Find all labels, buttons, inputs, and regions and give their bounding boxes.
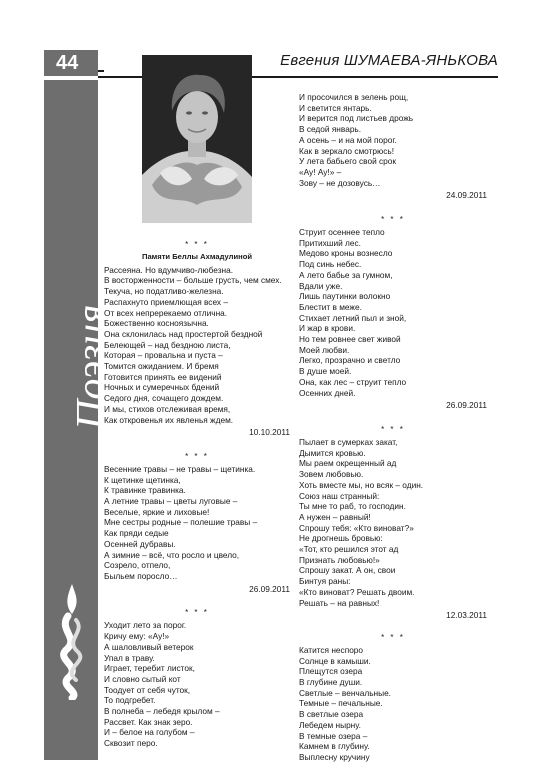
poem-line: Катится неспоро: [299, 644, 364, 655]
poem-line: В полнеба – лебедя крылом –: [104, 706, 220, 717]
poem-line: Выплеснy кручину: [299, 751, 370, 762]
poem-line: Томится ожиданием. И бремя: [104, 361, 219, 372]
section-stars: * * *: [381, 632, 405, 642]
poem-line: Бинтуя раны:: [299, 576, 351, 587]
poem-summer-leaves: [104, 608, 290, 748]
poem-date: 12.03.2011: [446, 610, 487, 621]
poem-line: Уходит лето за порог.: [104, 620, 187, 631]
poem-lakes: [299, 633, 487, 763]
poem-line: Но тем ровнее свет живой: [299, 334, 401, 345]
poem-line: В глубине души.: [299, 677, 363, 688]
section-stars: * * *: [185, 240, 209, 249]
poem-line: Вдали уже.: [299, 280, 343, 291]
left-column: [104, 240, 290, 749]
poem-line: К щетинке щетинка,: [104, 474, 181, 485]
poem-line: А летние травы – цветы луговые –: [104, 496, 238, 507]
poem-line: И словно сытый кот: [104, 673, 181, 684]
poem-line: Блестит в меже.: [299, 301, 362, 312]
poem-line: И просочился в зелень рощ,: [299, 92, 409, 102]
poem-line: От всех непререкаемо отлична.: [104, 307, 228, 318]
poem-line: Рассвет. Как знак зеро.: [104, 716, 193, 727]
poem-bella: [104, 240, 290, 438]
poem-line: Быльем поросло…: [104, 570, 178, 581]
poem-line: Сквозит перо.: [104, 738, 158, 749]
poem-line: Признать любовью!»: [299, 554, 380, 565]
page-number: 44: [56, 52, 79, 74]
poem-line: Мне сестры родные – полешие травы –: [104, 517, 258, 528]
poem-line: Струит осеннее тепло: [299, 227, 385, 238]
poem-line: «Кто виноват? Решать двоим.: [299, 586, 415, 597]
poem-line: В темные озера –: [299, 730, 368, 741]
section-stars: * * *: [185, 451, 209, 461]
poem-line: И жар в крови.: [299, 323, 356, 334]
poem-line: Камнем в глубину.: [299, 741, 370, 752]
poem-line: Мы раем окрещенный ад: [299, 458, 397, 469]
poem-line: Плещутся озера: [299, 666, 363, 677]
poem-line: То подгребет.: [104, 695, 156, 706]
portrait-illustration: [142, 55, 252, 223]
poem-line: Которая – провальна и пуста –: [104, 350, 223, 361]
poem-line: В душе моей.: [299, 366, 352, 377]
poem-line: Светлые – венчальные.: [299, 687, 391, 698]
poem-line: Притихший лес.: [299, 237, 361, 248]
poem-line: Осенних дней.: [299, 387, 356, 398]
section-title-text: Поэзия: [69, 304, 115, 430]
poem-line: А зимние – всё, что росло и цвело,: [104, 549, 240, 560]
poem-line: Моей любви.: [299, 344, 350, 355]
poem-date: 26.09.2011: [446, 400, 487, 411]
poem-line: Весенние травы – не травы – щетинка.: [104, 463, 256, 474]
poem-line: Ночных и сумеречных бдений: [104, 382, 220, 393]
poem-line: И верится под листьев дрожь: [299, 113, 414, 124]
poem-line: Веселые, яркие и лиховые!: [104, 506, 210, 517]
poem-line: Пылает в сумерках закат,: [299, 436, 398, 447]
poem-line: Текуча, но податливо-железна.: [104, 286, 224, 297]
poem-line: «Тот, кто решился этот ад: [299, 544, 399, 555]
poem-autumn-warmth: [299, 215, 487, 411]
poem-line: Играет, теребит листок,: [104, 663, 195, 674]
poem-date: 26.09.2011: [249, 583, 290, 594]
poem-line: Союз наш странный:: [299, 490, 380, 501]
section-stars: * * *: [381, 215, 405, 225]
section-stars: * * *: [381, 424, 405, 434]
poem-line: Зову – не дозовусь…: [299, 177, 381, 188]
header-rule-short: [98, 70, 104, 72]
poem-line: В светлые озера: [299, 709, 364, 720]
poem-line: И мы, стихов отслеживая время,: [104, 403, 231, 414]
poem-dedication: Памяти Беллы Ахмадулиной: [141, 252, 253, 261]
poem-line: И – белое на голубом –: [104, 727, 195, 738]
poem-line: Зовем любовью.: [299, 469, 364, 480]
poem-line: А шаловливый ветерок: [104, 641, 194, 652]
poem-line: Белеющей – над бездною листа,: [104, 339, 231, 350]
poem-line: Стихает летний пыл и зной,: [299, 312, 407, 323]
poem-line: Готовится принять ее видений: [104, 371, 222, 382]
poem-line: Ты мне то раб, то господин.: [299, 501, 406, 512]
poem-line: «Ау! Ау!» –: [299, 166, 342, 177]
poem-amber: [299, 92, 487, 201]
section-stars: * * *: [185, 608, 209, 618]
poem-line: А лето бабье за гумном,: [299, 269, 393, 280]
author-name: Евгения ШУМАЕВА-ЯНЬКОВА: [280, 52, 498, 69]
right-column: [299, 92, 487, 763]
poem-line: Решать – на равных!: [299, 597, 380, 608]
poem-line: Осенней дубравы.: [104, 538, 176, 549]
section-title: [46, 260, 115, 440]
poem-line: В восторженности – больше грусть, чем смех.: [104, 275, 282, 286]
poem-line: В седой январь.: [299, 124, 362, 135]
poem-line: Не дрогнешь бровью:: [299, 533, 383, 544]
poem-line: Она склонилась над простертой бездной: [104, 328, 263, 339]
poem-line: А нужен – равный!: [299, 511, 371, 522]
author-portrait: [142, 55, 252, 223]
poem-line: Упал в траву.: [104, 652, 155, 663]
poem-line: Как в зеркало смотрюсь!: [299, 145, 395, 156]
candle-icon: [50, 580, 94, 700]
poem-line: У лета бабьего свой срок: [299, 156, 397, 167]
poem-date: 10.10.2011: [249, 427, 290, 438]
poem-line: Как пряди седые: [104, 528, 169, 539]
poem-line: Медово кроны вознесло: [299, 248, 393, 259]
poem-line: Кричу ему: «Ау!»: [104, 631, 170, 642]
poem-line: Хоть вместе мы, но всяк – один.: [299, 479, 424, 490]
poem-line: А осень – и на мой порог.: [299, 134, 397, 145]
poem-line: К травинке травинка.: [104, 485, 186, 496]
poem-date: 24.09.2011: [446, 190, 487, 201]
poem-line: Спрошу тебя: «Кто виноват?»: [299, 522, 414, 533]
poem-sunset: [299, 425, 487, 621]
poem-line: Легко, прозрачно и светло: [299, 355, 401, 366]
poem-line: Темные – печальные.: [299, 698, 383, 709]
poem-line: Она, как лес – струит тепло: [299, 376, 407, 387]
poem-line: Тоодует от себя чуток,: [104, 684, 191, 695]
poem-line: И светится янтарь.: [299, 102, 372, 113]
poem-line: Рассеяна. Но вдумчиво-любезна.: [104, 264, 234, 275]
poem-line: Божественно косноязычна.: [104, 318, 209, 329]
poem-line: Распахнуто приемлющая всех –: [104, 296, 228, 307]
poem-line: Лишь паутинки волокно: [299, 291, 391, 302]
poem-line: Седого дня, сочащего дождем.: [104, 393, 224, 404]
poem-line: Спрошу закат. А он, свои: [299, 565, 396, 576]
poem-spring-grass: [104, 452, 290, 594]
poem-line: Созрело, отпело,: [104, 560, 171, 571]
poem-line: Как откровенья их явленья ждем.: [104, 414, 234, 425]
poem-line: Дымится кровью.: [299, 447, 366, 458]
poem-line: Под синь небес.: [299, 259, 362, 270]
poem-line: Солнце в камыши.: [299, 655, 371, 666]
poem-line: Лебедем нырну.: [299, 719, 361, 730]
